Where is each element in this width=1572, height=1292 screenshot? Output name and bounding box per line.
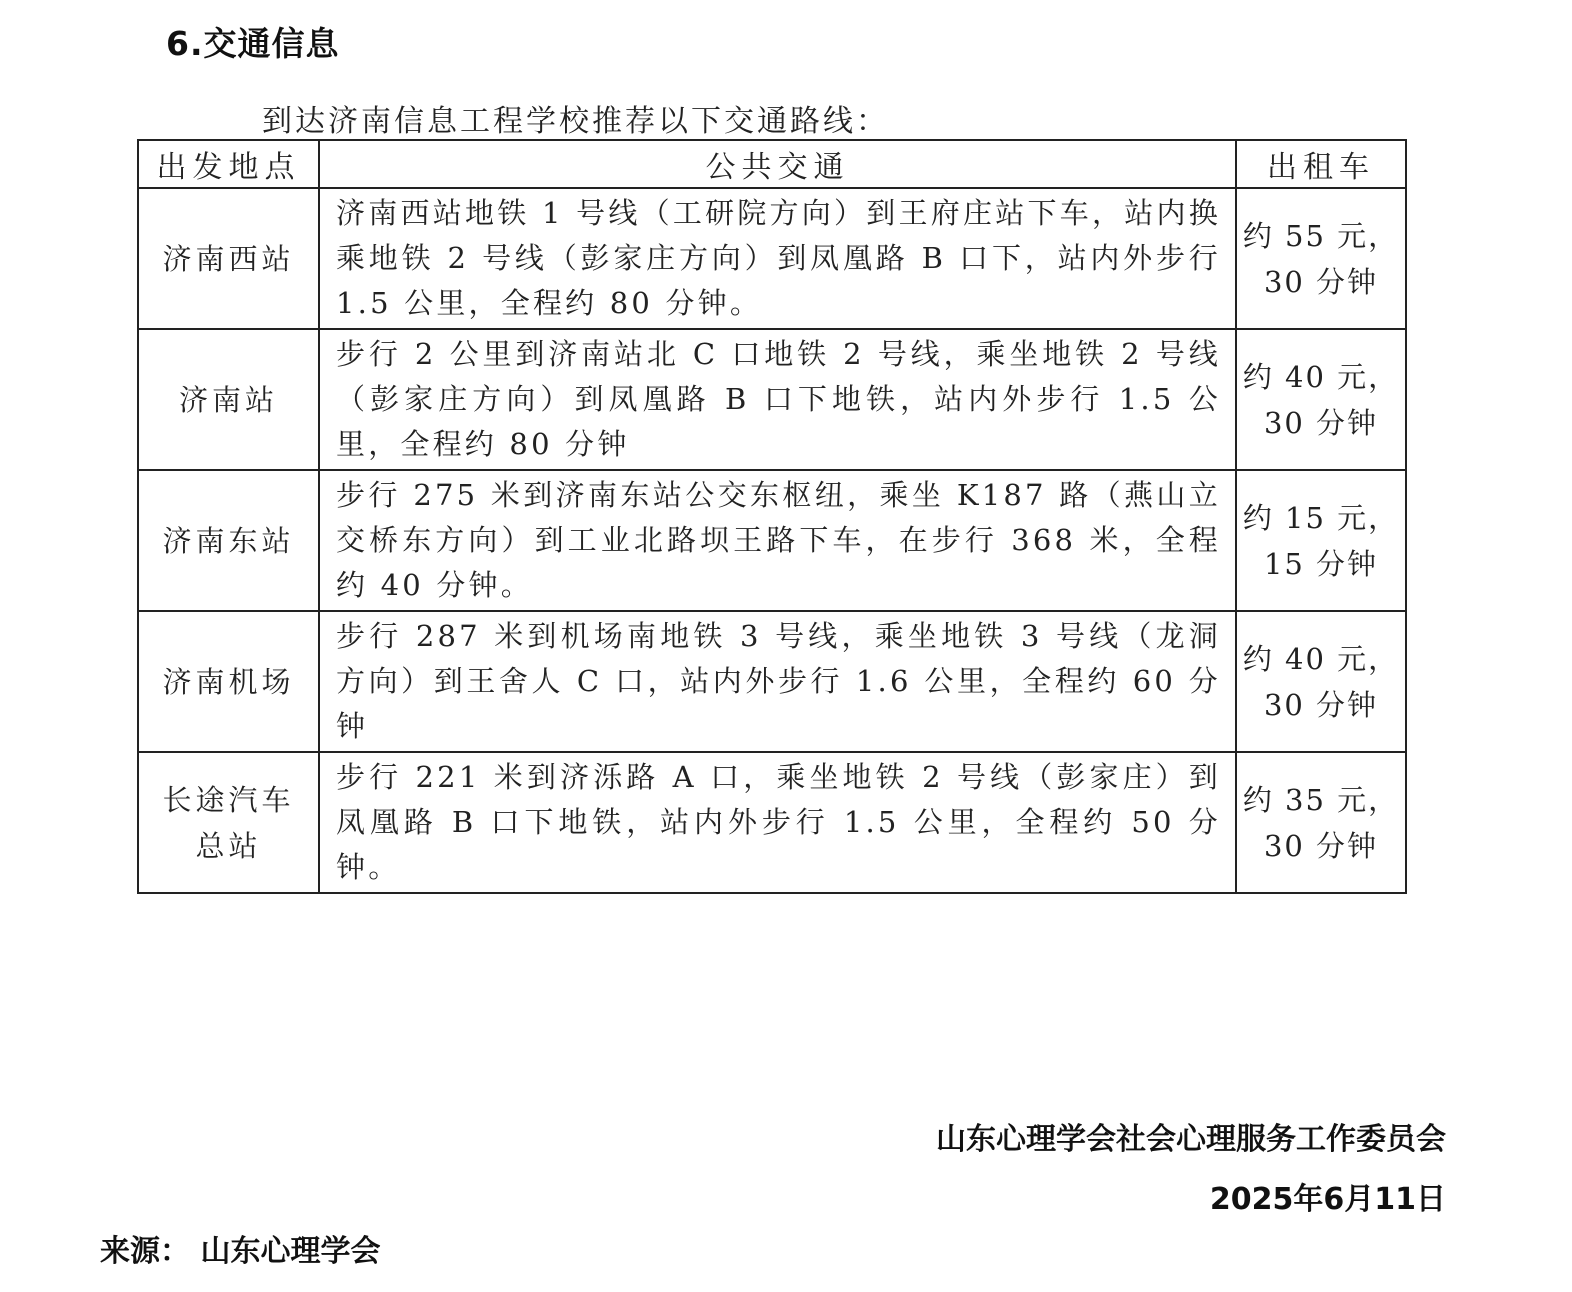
taxi-cell bbox=[1236, 470, 1406, 611]
source-line: 来源： 山东心理学会 bbox=[100, 1234, 381, 1269]
table-header-row bbox=[138, 140, 1406, 188]
header-taxi: 出租车 bbox=[1236, 140, 1406, 188]
transit-cell: 步行 221 米到济泺路 A 口，乘坐地铁 2 号线（彭家庄）到凤凰路 B 口下地铁，站内外步行 1.5 公里，全程约 50 分钟。 bbox=[319, 752, 1236, 893]
taxi-cell bbox=[1236, 188, 1406, 329]
taxi-time: 30 分钟 bbox=[1263, 828, 1379, 863]
transit-cell: 步行 287 米到机场南地铁 3 号线，乘坐地铁 3 号线（龙洞方向）到王舍人 C 口，站内外步行 1.6 公里，全程约 60 分钟 bbox=[319, 611, 1236, 752]
signature-organization: 山东心理学会社会心理服务工作委员会 bbox=[936, 1122, 1446, 1157]
transport-routes-table bbox=[137, 139, 1407, 894]
taxi-time: 30 分钟 bbox=[1263, 405, 1379, 440]
taxi-cost: 约 55 元， bbox=[1242, 218, 1400, 253]
origin-cell: 济南东站 bbox=[138, 470, 319, 611]
taxi-time: 30 分钟 bbox=[1263, 687, 1379, 722]
transit-cell: 济南西站地铁 1 号线（工研院方向）到王府庄站下车，站内换乘地铁 2 号线（彭家庄方向）到凤凰路 B 口下，站内外步行 1.5 公里，全程约 80 分钟。 bbox=[319, 188, 1236, 329]
table-row bbox=[138, 188, 1406, 329]
taxi-cell bbox=[1236, 329, 1406, 470]
taxi-cost: 约 15 元， bbox=[1242, 500, 1400, 535]
origin-cell: 济南站 bbox=[138, 329, 319, 470]
header-origin: 出发地点 bbox=[138, 140, 319, 188]
taxi-time: 15 分钟 bbox=[1263, 546, 1379, 581]
table-row bbox=[138, 611, 1406, 752]
intro-text: 到达济南信息工程学校推荐以下交通路线： bbox=[262, 104, 889, 139]
taxi-cost: 约 40 元， bbox=[1242, 359, 1400, 394]
transit-cell: 步行 275 米到济南东站公交东枢纽，乘坐 K187 路（燕山立交桥东方向）到工业北路坝王路下车，在步行 368 米，全程约 40 分钟。 bbox=[319, 470, 1236, 611]
signature-block bbox=[936, 1110, 1446, 1230]
table-row bbox=[138, 752, 1406, 893]
taxi-cell bbox=[1236, 611, 1406, 752]
origin-cell: 济南机场 bbox=[138, 611, 319, 752]
table-row bbox=[138, 470, 1406, 611]
origin-line-2: 总站 bbox=[195, 828, 262, 863]
signature-date: 2025年6月11日 bbox=[1209, 1182, 1446, 1217]
section-heading: 6.交通信息 bbox=[166, 24, 340, 63]
taxi-time: 30 分钟 bbox=[1263, 264, 1379, 299]
origin-cell bbox=[138, 752, 319, 893]
taxi-cost: 约 35 元， bbox=[1242, 782, 1400, 817]
taxi-cell bbox=[1236, 752, 1406, 893]
origin-cell: 济南西站 bbox=[138, 188, 319, 329]
table-row bbox=[138, 329, 1406, 470]
origin-line-1: 长途汽车 bbox=[162, 782, 295, 817]
transit-cell: 步行 2 公里到济南站北 C 口地铁 2 号线，乘坐地铁 2 号线（彭家庄方向）到凤凰路 B 口下地铁，站内外步行 1.5 公里，全程约 80 分钟 bbox=[319, 329, 1236, 470]
taxi-cost: 约 40 元， bbox=[1242, 641, 1400, 676]
header-public-transit: 公共交通 bbox=[319, 140, 1236, 188]
